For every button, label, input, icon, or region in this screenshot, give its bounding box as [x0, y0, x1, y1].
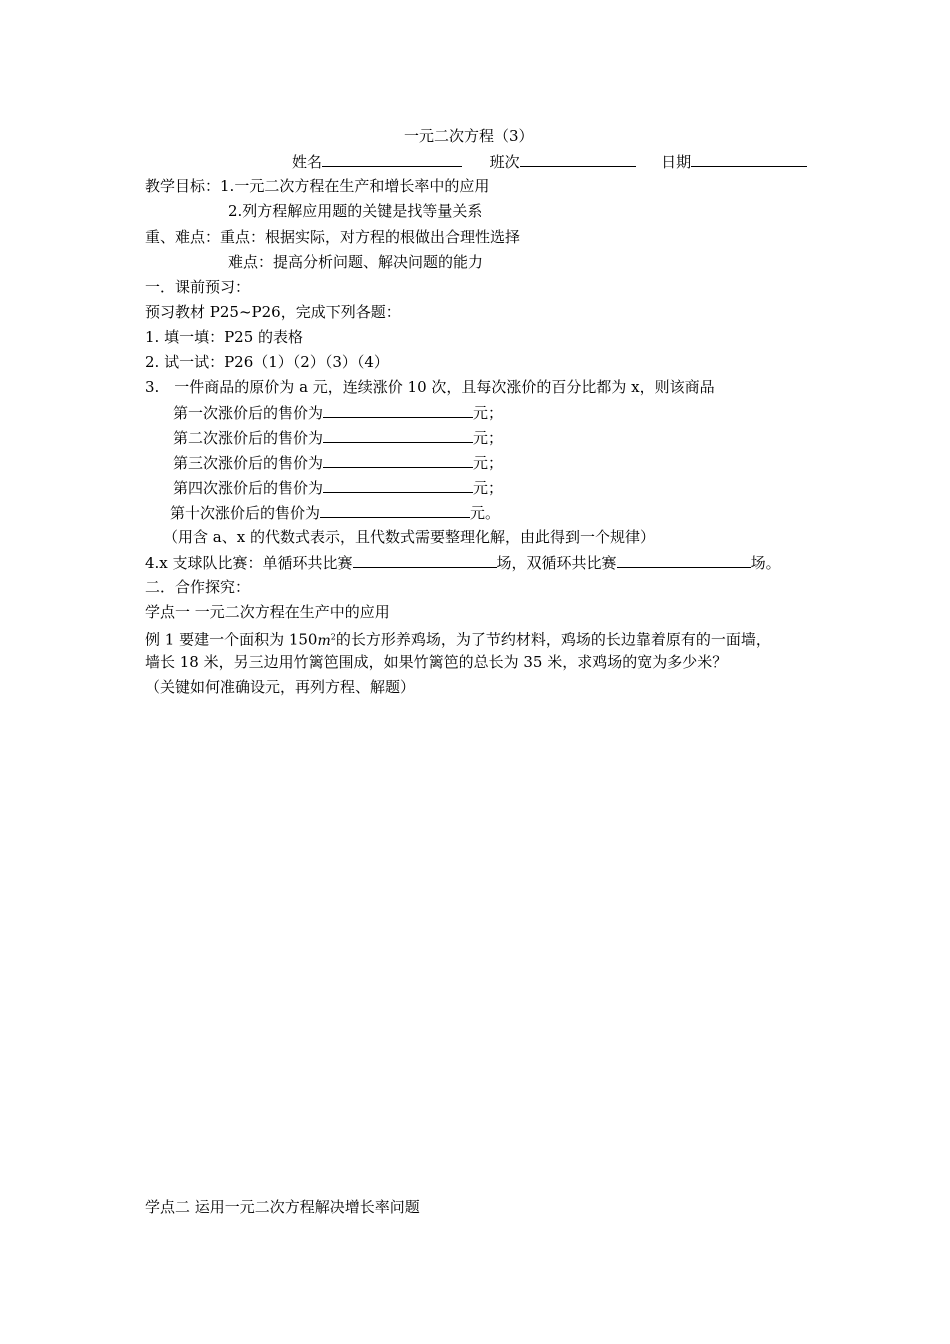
price-line-label: 第一次涨价后的售价为 — [173, 404, 324, 422]
keypoints-label: 重、难点： — [145, 228, 221, 246]
student-info-row — [292, 151, 807, 172]
price-line-label: 第三次涨价后的售价为 — [173, 454, 324, 472]
q4-text-a: 4.x 支球队比赛：单循环共比赛 — [145, 554, 353, 572]
price-line-end: 元； — [473, 429, 504, 447]
price-blank[interactable] — [323, 452, 473, 468]
date-field[interactable] — [691, 151, 807, 167]
preview-q2: 2. 试一试：P26（1）（2）（3）（4） — [145, 353, 389, 371]
price-line-2 — [173, 427, 503, 448]
price-line-10 — [170, 502, 500, 523]
name-field[interactable] — [322, 151, 462, 167]
example-1-text-a: 例 1 要建一个面积为 150 — [145, 630, 318, 649]
objective-item-2: 2.列方程解应用题的关键是找等量关系 — [228, 202, 483, 220]
objectives-label: 教学目标： — [145, 177, 221, 195]
price-line-label: 第四次涨价后的售价为 — [173, 479, 324, 497]
price-line-1 — [173, 402, 503, 423]
name-label: 姓名 — [292, 153, 323, 171]
price-line-end: 元； — [473, 454, 504, 472]
price-line-3 — [173, 452, 503, 473]
preview-q4 — [145, 552, 781, 573]
price-blank[interactable] — [320, 502, 470, 518]
preview-note: （用含 a、x 的代数式表示，且代数式需要整理化解，由此得到一个规律） — [163, 528, 655, 546]
square-meter-unit — [317, 633, 335, 649]
difficult-point: 难点：提高分析问题、解决问题的能力 — [228, 253, 484, 271]
key-point: 重点：根据实际，对方程的根做出合理性选择 — [220, 228, 521, 246]
date-label: 日期 — [661, 153, 692, 171]
objective-item-1: 1.一元二次方程在生产和增长率中的应用 — [220, 177, 490, 195]
price-line-label: 第二次涨价后的售价为 — [173, 429, 324, 447]
price-line-end: 元； — [473, 479, 504, 497]
price-blank[interactable] — [323, 427, 473, 443]
price-line-4 — [173, 477, 503, 498]
objectives-line-1 — [145, 176, 489, 196]
q4-text-b: 场，双循环共比赛 — [496, 554, 617, 572]
section-preview-heading: 一．课前预习： — [145, 278, 251, 296]
example-1-hint: （关键如何准确设元，再列方程、解题） — [145, 678, 416, 696]
example-1-text-b: 的长方形养鸡场，为了节约材料，鸡场的长边靠着原有的一面墙， — [335, 630, 771, 649]
q4-text-c: 场。 — [750, 554, 781, 572]
double-round-blank[interactable] — [617, 552, 751, 568]
preview-q1: 1. 填一填：P25 的表格 — [145, 328, 304, 346]
price-blank[interactable] — [323, 402, 473, 418]
class-label: 班次 — [489, 153, 520, 171]
point-1-heading: 学点一 一元二次方程在生产中的应用 — [145, 603, 390, 621]
page-title: 一元二次方程（3） — [404, 127, 534, 145]
price-line-label: 第十次涨价后的售价为 — [170, 504, 321, 522]
price-line-end: 元； — [473, 404, 504, 422]
unit-letter: m — [317, 632, 331, 649]
example-1-line-1 — [145, 627, 771, 651]
unit-exponent: 2 — [330, 632, 336, 641]
price-line-end: 元。 — [470, 504, 501, 522]
point-2-heading: 学点二 运用一元二次方程解决增长率问题 — [145, 1198, 420, 1216]
keypoints-line-1 — [145, 227, 520, 247]
single-round-blank[interactable] — [353, 552, 497, 568]
price-blank[interactable] — [323, 477, 473, 493]
class-field[interactable] — [520, 151, 636, 167]
preview-q3: 3. 一件商品的原价为 a 元，连续涨价 10 次，且每次涨价的百分比都为 x，则该商品 — [145, 378, 715, 396]
preview-intro: 预习教材 P25~P26，完成下列各题： — [145, 303, 401, 321]
section-explore-heading: 二．合作探究： — [145, 578, 251, 596]
example-1-line-2: 墙长 18 米，另三边用竹篱笆围成，如果竹篱笆的总长为 35 米，求鸡场的宽为多少米？ — [145, 653, 728, 671]
